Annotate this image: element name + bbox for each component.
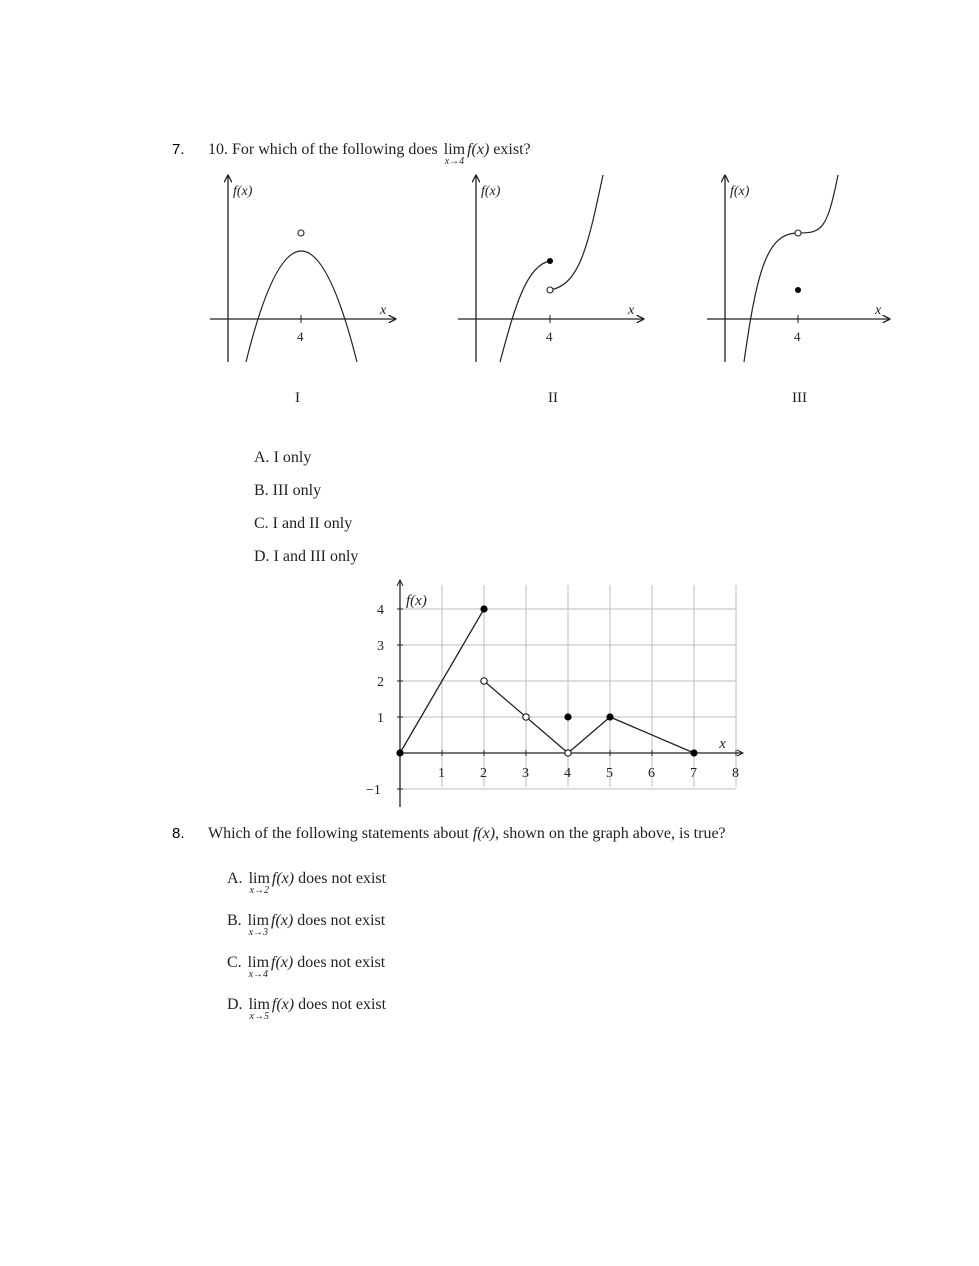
choice-letter: D. (254, 548, 270, 565)
open-point (523, 714, 529, 720)
limit-word: lim (443, 141, 466, 158)
y-tick-label: 4 (377, 603, 384, 618)
x-tick-label: 5 (606, 766, 613, 781)
question-7-prompt-prefix: 10. For which of the following does (208, 141, 438, 158)
graph-ii-roman: II (548, 390, 558, 406)
choice-letter: C. (254, 515, 269, 532)
graph-ii-right-curve (550, 175, 603, 290)
q8-choice-c[interactable] (227, 954, 386, 980)
limit-word: lim (248, 996, 270, 1013)
line-segment (526, 717, 568, 753)
choice-letter: D. (227, 996, 243, 1013)
limit-subscript: x→5 (249, 1011, 269, 1022)
graph-ii (448, 170, 648, 410)
open-point (481, 678, 487, 684)
limit-subscript: x→4 (248, 969, 269, 980)
choice-text: does not exist (298, 870, 387, 887)
limit-subscript: x→3 (248, 927, 269, 938)
line-segment (484, 681, 526, 717)
graph-iii (697, 170, 897, 410)
question-7-prompt (208, 141, 531, 167)
choice-fx: f(x) (271, 912, 294, 929)
line-segment (568, 717, 610, 753)
choice-text: I only (273, 449, 312, 466)
q8-choice-a[interactable] (227, 870, 387, 896)
y-axis-label: f(x) (406, 593, 427, 609)
choice-text: I and III only (273, 548, 359, 565)
limit-word: lim (247, 912, 270, 929)
graph-ii-open-point (547, 287, 553, 293)
q7-choice-d[interactable] (254, 548, 359, 565)
y-tick-label: 3 (377, 639, 384, 654)
y-tick-label: 2 (377, 675, 384, 690)
x-axis-label: x (719, 736, 726, 752)
x-tick-label: 8 (732, 766, 739, 781)
limit-word: lim (247, 954, 270, 971)
graph-ii-left-curve (500, 261, 550, 362)
choice-text: III only (272, 482, 322, 499)
graph-iii-tick: 4 (794, 329, 801, 344)
question-8-prompt-prefix: Which of the following statements about (208, 825, 469, 842)
x-tick-label: 7 (690, 766, 697, 781)
x-tick-label: 3 (522, 766, 529, 781)
choice-letter: B. (227, 912, 242, 929)
closed-point (480, 605, 487, 612)
piecewise-graph (360, 566, 760, 816)
limit-subscript: x→4 (444, 156, 465, 167)
y-tick-label: −1 (366, 783, 381, 798)
choice-limit (247, 954, 270, 980)
question-7-limit (443, 141, 466, 167)
graph-iii-closed-point (795, 287, 801, 293)
choice-letter: B. (254, 482, 269, 499)
choice-fx: f(x) (271, 870, 295, 887)
question-7-prompt-suffix: exist? (493, 141, 531, 158)
choice-text: does not exist (297, 912, 386, 929)
graph-iii-curve (744, 175, 838, 362)
closed-point (606, 713, 613, 720)
graph-i-ylabel: f(x) (233, 184, 253, 199)
limit-subscript: x→2 (249, 885, 269, 896)
x-tick-label: 4 (564, 766, 571, 781)
q7-choice-a[interactable] (254, 449, 311, 467)
q8-choice-b[interactable] (227, 912, 386, 938)
graph-iii-ylabel: f(x) (730, 184, 750, 199)
question-7-number: 7. (172, 141, 185, 158)
x-tick-label: 1 (438, 766, 445, 781)
question-8-fx: f(x) (472, 825, 496, 842)
choice-limit (248, 996, 270, 1022)
limit-word: lim (248, 870, 270, 887)
graph-i-curve (246, 251, 357, 362)
y-tick-label: 1 (377, 711, 384, 726)
x-tick-label: 6 (648, 766, 655, 781)
closed-point (564, 713, 571, 720)
graph-iii-xlabel: x (875, 303, 882, 318)
graph-i (200, 170, 400, 410)
open-point (565, 750, 571, 756)
question-8-prompt (208, 825, 726, 843)
question-7-fx: f(x) (467, 141, 490, 158)
choice-text: does not exist (297, 954, 386, 971)
choice-fx: f(x) (271, 996, 295, 1013)
choice-limit (248, 870, 270, 896)
closed-point (396, 749, 403, 756)
question-8-prompt-suffix: , shown on the graph above, is true? (495, 825, 726, 842)
q8-choice-d[interactable] (227, 996, 387, 1022)
graph-i-tick: 4 (297, 329, 304, 344)
graph-ii-ylabel: f(x) (481, 184, 501, 199)
q7-choice-b[interactable] (254, 482, 321, 500)
choice-text: does not exist (298, 996, 387, 1013)
graph-ii-closed-point (547, 258, 553, 264)
closed-point (690, 749, 697, 756)
graph-ii-tick: 4 (546, 329, 553, 344)
choice-fx: f(x) (271, 954, 294, 971)
graph-i-open-point (298, 230, 304, 236)
graph-iii-open-point (795, 230, 801, 236)
choice-letter: A. (254, 449, 270, 466)
choice-limit (247, 912, 270, 938)
choice-letter: A. (227, 870, 243, 887)
q7-choice-c[interactable] (254, 515, 352, 533)
x-tick-label: 2 (480, 766, 487, 781)
choice-text: I and II only (272, 515, 353, 532)
graph-i-xlabel: x (380, 303, 387, 318)
graph-iii-roman: III (792, 390, 807, 406)
question-8-number: 8. (172, 825, 185, 842)
choice-letter: C. (227, 954, 242, 971)
graph-i-roman: I (295, 390, 300, 406)
graph-ii-xlabel: x (628, 303, 635, 318)
